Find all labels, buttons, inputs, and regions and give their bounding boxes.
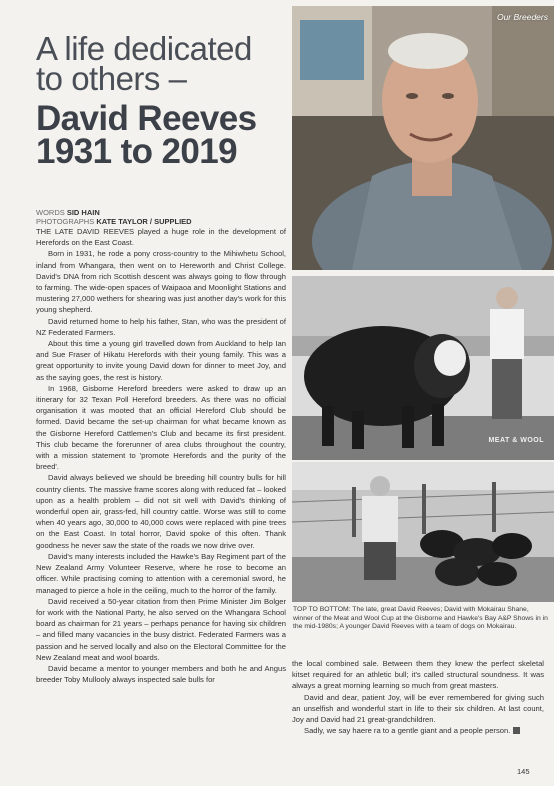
paragraph-9: David became a mentor to younger members and both he and Angus breeder Toby Mullooly always inspected sale bulls for [36, 663, 286, 685]
photographer-name: KATE TAYLOR / SUPPLIED [96, 217, 192, 226]
paragraph-12 [292, 725, 544, 736]
portrait-illustration [292, 6, 554, 270]
words-label: WORDS [36, 208, 65, 217]
paragraph-5: In 1968, Gisborne Hereford breeders were asked to draw up an itinerary for 32 Texan Poll Hereford breeders. As there was no official organisation it was mooted that an official Hereford Club should be formed. David became the set-up chairman for what became known as the Gisborne Hereford Cattlemen's Club and became its first president. This club became the forerunner of area clubs throughout the country, with a mission statement to 'promote Herefords and the purity of the breed'. [36, 383, 286, 472]
paragraph-11: David and dear, patient Joy, will be ever remembered for giving such an unselfish and wonderful start in life to their six children. At last count, Joy and David had 21 great-grandchildren. [292, 692, 544, 725]
paragraph-3: David returned home to help his father, Stan, who was the president of NZ Federated Farmers. [36, 316, 286, 337]
paragraph-7: David's many interests included the Hawke's Bay Regiment part of the New Zealand Army Volunteer Reserve, where he rose to become an officer. While practising coming to attention with a ceremonial sword, he managed to pierce a hole in the ceiling, much to the horror of the family. [36, 551, 286, 595]
paragraph-12-text: Sadly, we say haere ra to a gentle giant and a people person. [304, 726, 511, 736]
headline-line-1: A life dedicated [36, 30, 252, 67]
photos-label: PHOTOGRAPHS [36, 217, 95, 226]
headline-line-4: 1931 to 2019 [36, 132, 238, 171]
headline-bold [36, 99, 286, 171]
byline [36, 208, 286, 226]
article-body-right [292, 658, 544, 736]
bull-photo [292, 276, 554, 460]
headline-light [36, 30, 286, 97]
paragraph-8: David received a 50-year citation from then Prime Minister Jim Bolger for work with the National Party, he also served on the Whangara School board as chairman for 21 years – perhaps penance for having six children – and filled many vacancies in the busy district. Federated Farmers was a passion and he served locally and also on the Electoral Committee for the New Zealand meat and wool boards. [36, 596, 286, 662]
bull-illustration [292, 276, 554, 460]
photo-caption: TOP TO BOTTOM: The late, great David Reeves; David with Mokairau Shane, winner of the Meat and Wool Cup at the Gisborne and Hawke's Bay A&P Shows in in the mid-1980s; A younger David Reeves with a team of dogs on Mokairau. [293, 606, 548, 631]
paragraph-1 [36, 226, 286, 248]
portrait-photo [292, 6, 554, 270]
section-tag: Our Breeders [496, 12, 548, 22]
headline-line-3: David Reeves [36, 99, 257, 138]
paragraph-1-text: played a huge role in the development of Herefords on the East Coast. [36, 227, 286, 248]
lead-in: THE LATE DAVID REEVES [36, 227, 135, 236]
dogs-illustration [292, 462, 554, 602]
photo-watermark: MEAT & WOOL [488, 437, 544, 444]
paragraph-2: Born in 1931, he rode a pony cross-country to the Mihiwhetu School, inland from Whangara, then went on to Hereworth and Christ College. David's DNA from rich Scottish descent was always going to flow through to farming. The wide-open spaces of Waipaoa and Moonlight Stations and mustering 27,000 wethers for shearing was just another day's work for this young shepherd. [36, 249, 286, 315]
paragraph-6: David always believed we should be breeding hill country bulls for hill country clients. The massive frame scores along with reduced fat – looked upon as a health problem – did not sit well with David's thinking of wonderful open air, grass-fed, hill country cattle. Worse was still to come when 40 years ago, 30,000 to 40,000 cows were replaced with pine trees on the East Coast. In total horror, David spoke of this often. Thank goodness he never saw the state of the roads we now drive over. [36, 473, 286, 550]
article-body-left [36, 226, 286, 685]
end-of-article-mark [513, 727, 520, 734]
paragraph-4: About this time a young girl travelled down from Auckland to help Ian and Sue Fraser of Hikatu Herefords with their young family. This was a great opportunity to invite young David down for dinner to meet Joy, and as the saying goes, the rest is history. [36, 339, 286, 382]
headline-line-2: to others – [36, 60, 187, 97]
dogs-photo [292, 462, 554, 602]
author-name: SID HAIN [66, 208, 100, 217]
page-number: 145 [517, 767, 530, 776]
paragraph-10: the local combined sale. Between them they knew the perfect skeletal kitset required for an athletic bull; it's called structural soundness. It was always a great morning learning so much from great masters. [292, 659, 544, 691]
